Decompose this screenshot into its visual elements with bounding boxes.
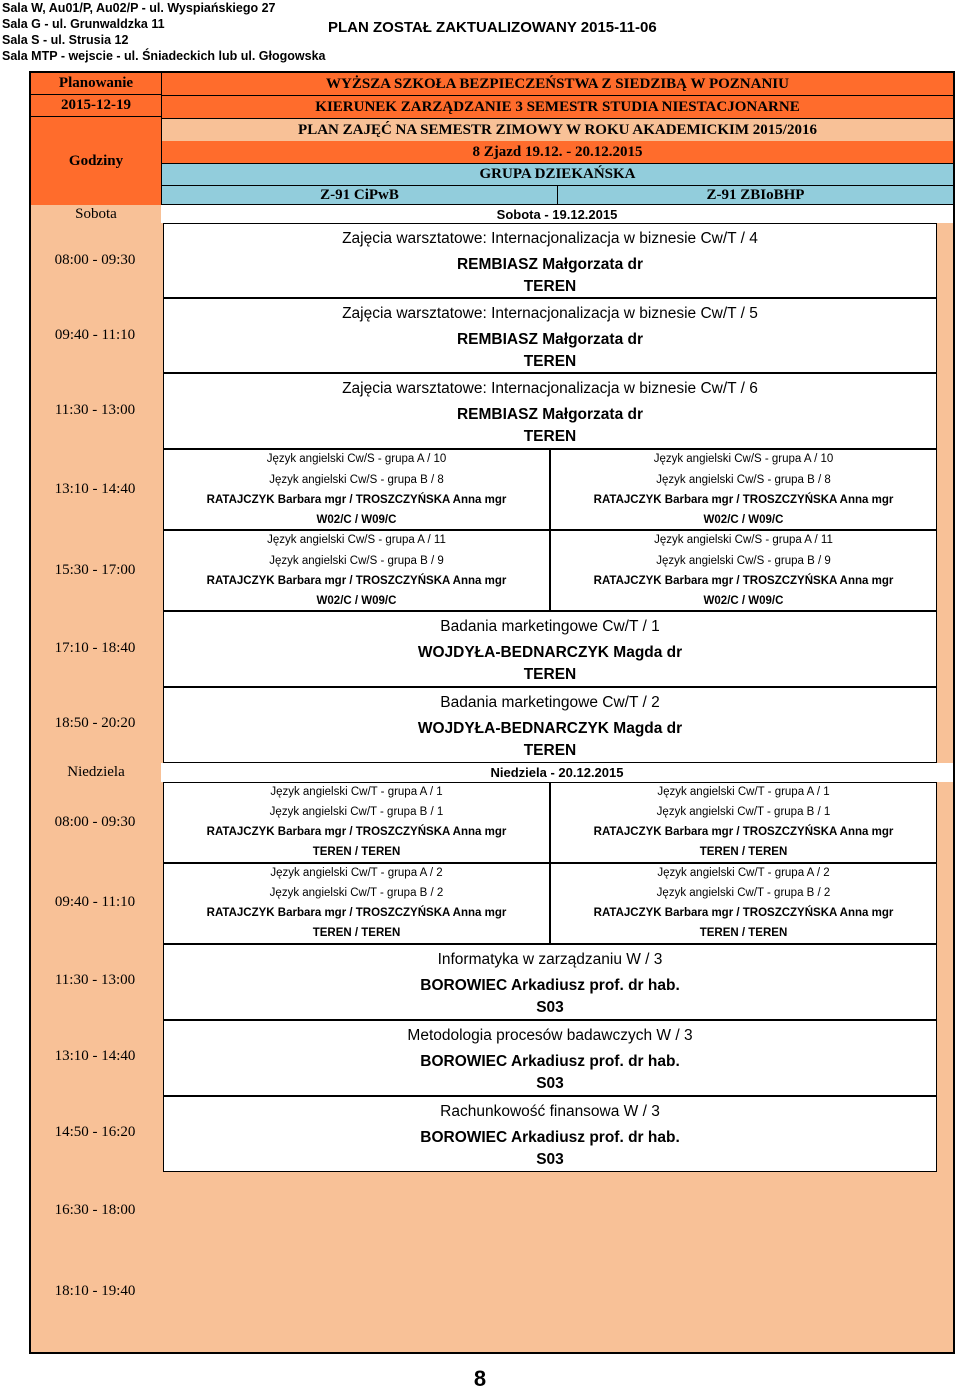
sat-class-marketing-1 [163,611,937,687]
sobota-date: Sobota - 19.12.2015 [161,205,953,223]
class-room: TEREN / TEREN [312,927,401,939]
class-room: S03 [536,999,564,1016]
sat-time-7: 18:50 - 20:20 [54,715,136,731]
class-teacher: WOJDYŁA-BEDNARCZYK Magda dr [417,720,683,737]
class-group-a: Język angielski Cw/T - grupa A / 2 [657,867,830,879]
class-title: Badania marketingowe Cw/T / 2 [440,694,660,711]
class-room: S03 [536,1075,564,1092]
sun-time-3: 11:30 - 13:00 [54,972,136,988]
class-room: TEREN [523,666,577,683]
class-room: W02/C / W09/C [316,514,397,526]
sat-time-2: 09:40 - 11:10 [54,327,136,343]
sun-time-6: 16:30 - 18:00 [54,1202,136,1218]
sun-time-1: 08:00 - 09:30 [54,814,136,830]
godziny-label: Godziny [31,117,161,205]
group-right-label: Z-91 ZBIoBHP [557,185,953,205]
sun-time-5: 14:50 - 16:20 [54,1124,136,1140]
class-title: Zajęcia warsztatowe: Internacjonalizacja w biznesie Cw/T / 4 [342,230,758,247]
class-group-a: Język angielski Cw/S - grupa A / 11 [654,534,833,546]
class-teacher: REMBIASZ Małgorzata dr [456,331,643,348]
class-teacher: RATAJCZYK Barbara mgr / TROSZCZYŃSKA Anna mgr [593,907,894,919]
class-group-b: Język angielski Cw/T - grupa B / 1 [269,806,444,818]
sun-english-left-1 [163,782,550,863]
class-teacher: BOROWIEC Arkadiusz prof. dr hab. [420,1129,680,1146]
kierunek-title: KIERUNEK ZARZĄDZANIE 3 SEMESTR STUDIA NIESTACJONARNE [161,96,953,119]
class-teacher: WOJDYŁA-BEDNARCZYK Magda dr [417,644,683,661]
class-teacher: RATAJCZYK Barbara mgr / TROSZCZYŃSKA Anna mgr [206,575,507,587]
grupa-title: GRUPA DZIEKAŃSKA [161,163,953,185]
class-room: TEREN / TEREN [699,927,788,939]
class-group-a: Język angielski Cw/T - grupa A / 1 [270,786,443,798]
sat-class-workshop-5 [163,298,937,373]
sat-english-right-2 [550,530,937,611]
sat-time-3: 11:30 - 13:00 [54,402,136,418]
room-info-line-1: Sala W, Au01/P, Au02/P - ul. Wyspiańskiego 27 [2,1,276,15]
class-title: Rachunkowość finansowa W / 3 [440,1103,660,1120]
class-group-a: Język angielski Cw/T - grupa A / 1 [657,786,830,798]
room-info-line-4: Sala MTP - wejscie - ul. Śniadeckich lub ul. Głogowska [2,49,326,63]
class-group-b: Język angielski Cw/S - grupa B / 9 [656,555,831,567]
planowanie-label: Planowanie [31,73,161,95]
niedziela-label: Niedziela [67,764,125,780]
class-title: Metodologia procesów badawczych W / 3 [407,1027,693,1044]
niedziela-date: Niedziela - 20.12.2015 [161,763,953,782]
sat-class-workshop-6 [163,373,937,449]
plan-date: 2015-12-19 [31,95,161,117]
class-room: W02/C / W09/C [703,514,784,526]
class-title: Informatyka w zarządzaniu W / 3 [437,951,663,968]
sun-english-right-1 [550,782,937,863]
school-title: WYŻSZA SZKOŁA BEZPIECZEŃSTWA Z SIEDZIBĄ W POZNANIU [161,73,953,96]
class-teacher: REMBIASZ Małgorzata dr [456,256,643,273]
class-room: TEREN [523,353,577,370]
class-room: TEREN [523,428,577,445]
class-teacher: RATAJCZYK Barbara mgr / TROSZCZYŃSKA Anna mgr [593,826,894,838]
group-left-label: Z-91 CiPwB [161,185,557,205]
class-group-b: Język angielski Cw/T - grupa B / 1 [656,806,831,818]
class-teacher: RATAJCZYK Barbara mgr / TROSZCZYŃSKA Anna mgr [206,494,507,506]
class-group-b: Język angielski Cw/S - grupa B / 9 [269,555,444,567]
class-teacher: BOROWIEC Arkadiusz prof. dr hab. [420,1053,680,1070]
class-group-b: Język angielski Cw/T - grupa B / 2 [656,887,831,899]
sat-class-workshop-4 [163,223,937,298]
zjazd-title: 8 Zjazd 19.12. - 20.12.2015 [161,141,953,163]
sun-time-7: 18:10 - 19:40 [54,1283,136,1299]
class-group-a: Język angielski Cw/S - grupa A / 10 [653,453,834,465]
page-number: 8 [473,1366,487,1391]
sun-class-rachunkowosc [163,1096,937,1172]
sobota-label: Sobota [75,205,117,222]
class-teacher: BOROWIEC Arkadiusz prof. dr hab. [420,977,680,994]
class-group-b: Język angielski Cw/T - grupa B / 2 [269,887,444,899]
sun-english-right-2 [550,863,937,944]
class-room: TEREN [523,278,577,295]
class-title: Zajęcia warsztatowe: Internacjonalizacja w biznesie Cw/T / 6 [342,380,758,397]
class-room: S03 [536,1151,564,1168]
sun-english-left-2 [163,863,550,944]
plan-title: PLAN ZAJĘĆ NA SEMESTR ZIMOWY W ROKU AKADEMICKIM 2015/2016 [161,119,953,141]
sat-time-4: 13:10 - 14:40 [54,481,136,497]
sat-time-5: 15:30 - 17:00 [54,562,136,578]
sun-class-metodologia [163,1020,937,1096]
sun-class-informatyka [163,944,937,1020]
class-teacher: REMBIASZ Małgorzata dr [456,406,643,423]
class-group-b: Język angielski Cw/S - grupa B / 8 [269,474,444,486]
sat-english-left-1 [163,449,550,530]
class-room: TEREN / TEREN [312,846,401,858]
class-group-a: Język angielski Cw/T - grupa A / 2 [270,867,443,879]
sun-time-4: 13:10 - 14:40 [54,1048,136,1064]
class-teacher: RATAJCZYK Barbara mgr / TROSZCZYŃSKA Anna mgr [206,907,507,919]
class-room: TEREN [523,742,577,759]
class-teacher: RATAJCZYK Barbara mgr / TROSZCZYŃSKA Anna mgr [206,826,507,838]
class-title: Zajęcia warsztatowe: Internacjonalizacja w biznesie Cw/T / 5 [342,305,758,322]
room-info-line-2: Sala G - ul. Grunwaldzka 11 [2,17,165,31]
sat-time-6: 17:10 - 18:40 [54,640,136,656]
class-group-b: Język angielski Cw/S - grupa B / 8 [656,474,831,486]
class-group-a: Język angielski Cw/S - grupa A / 10 [266,453,447,465]
sun-time-2: 09:40 - 11:10 [54,894,136,910]
class-group-a: Język angielski Cw/S - grupa A / 11 [267,534,446,546]
class-room: W02/C / W09/C [703,595,784,607]
class-teacher: RATAJCZYK Barbara mgr / TROSZCZYŃSKA Anna mgr [593,575,894,587]
sat-english-right-1 [550,449,937,530]
class-title: Badania marketingowe Cw/T / 1 [440,618,660,635]
sat-class-marketing-2 [163,687,937,763]
room-info-line-3: Sala S - ul. Strusia 12 [2,33,129,47]
class-teacher: RATAJCZYK Barbara mgr / TROSZCZYŃSKA Anna mgr [593,494,894,506]
class-room: TEREN / TEREN [699,846,788,858]
sat-english-left-2 [163,530,550,611]
sat-time-1: 08:00 - 09:30 [54,252,136,268]
update-notice: PLAN ZOSTAŁ ZAKTUALIZOWANY 2015-11-06 [328,19,657,36]
class-room: W02/C / W09/C [316,595,397,607]
